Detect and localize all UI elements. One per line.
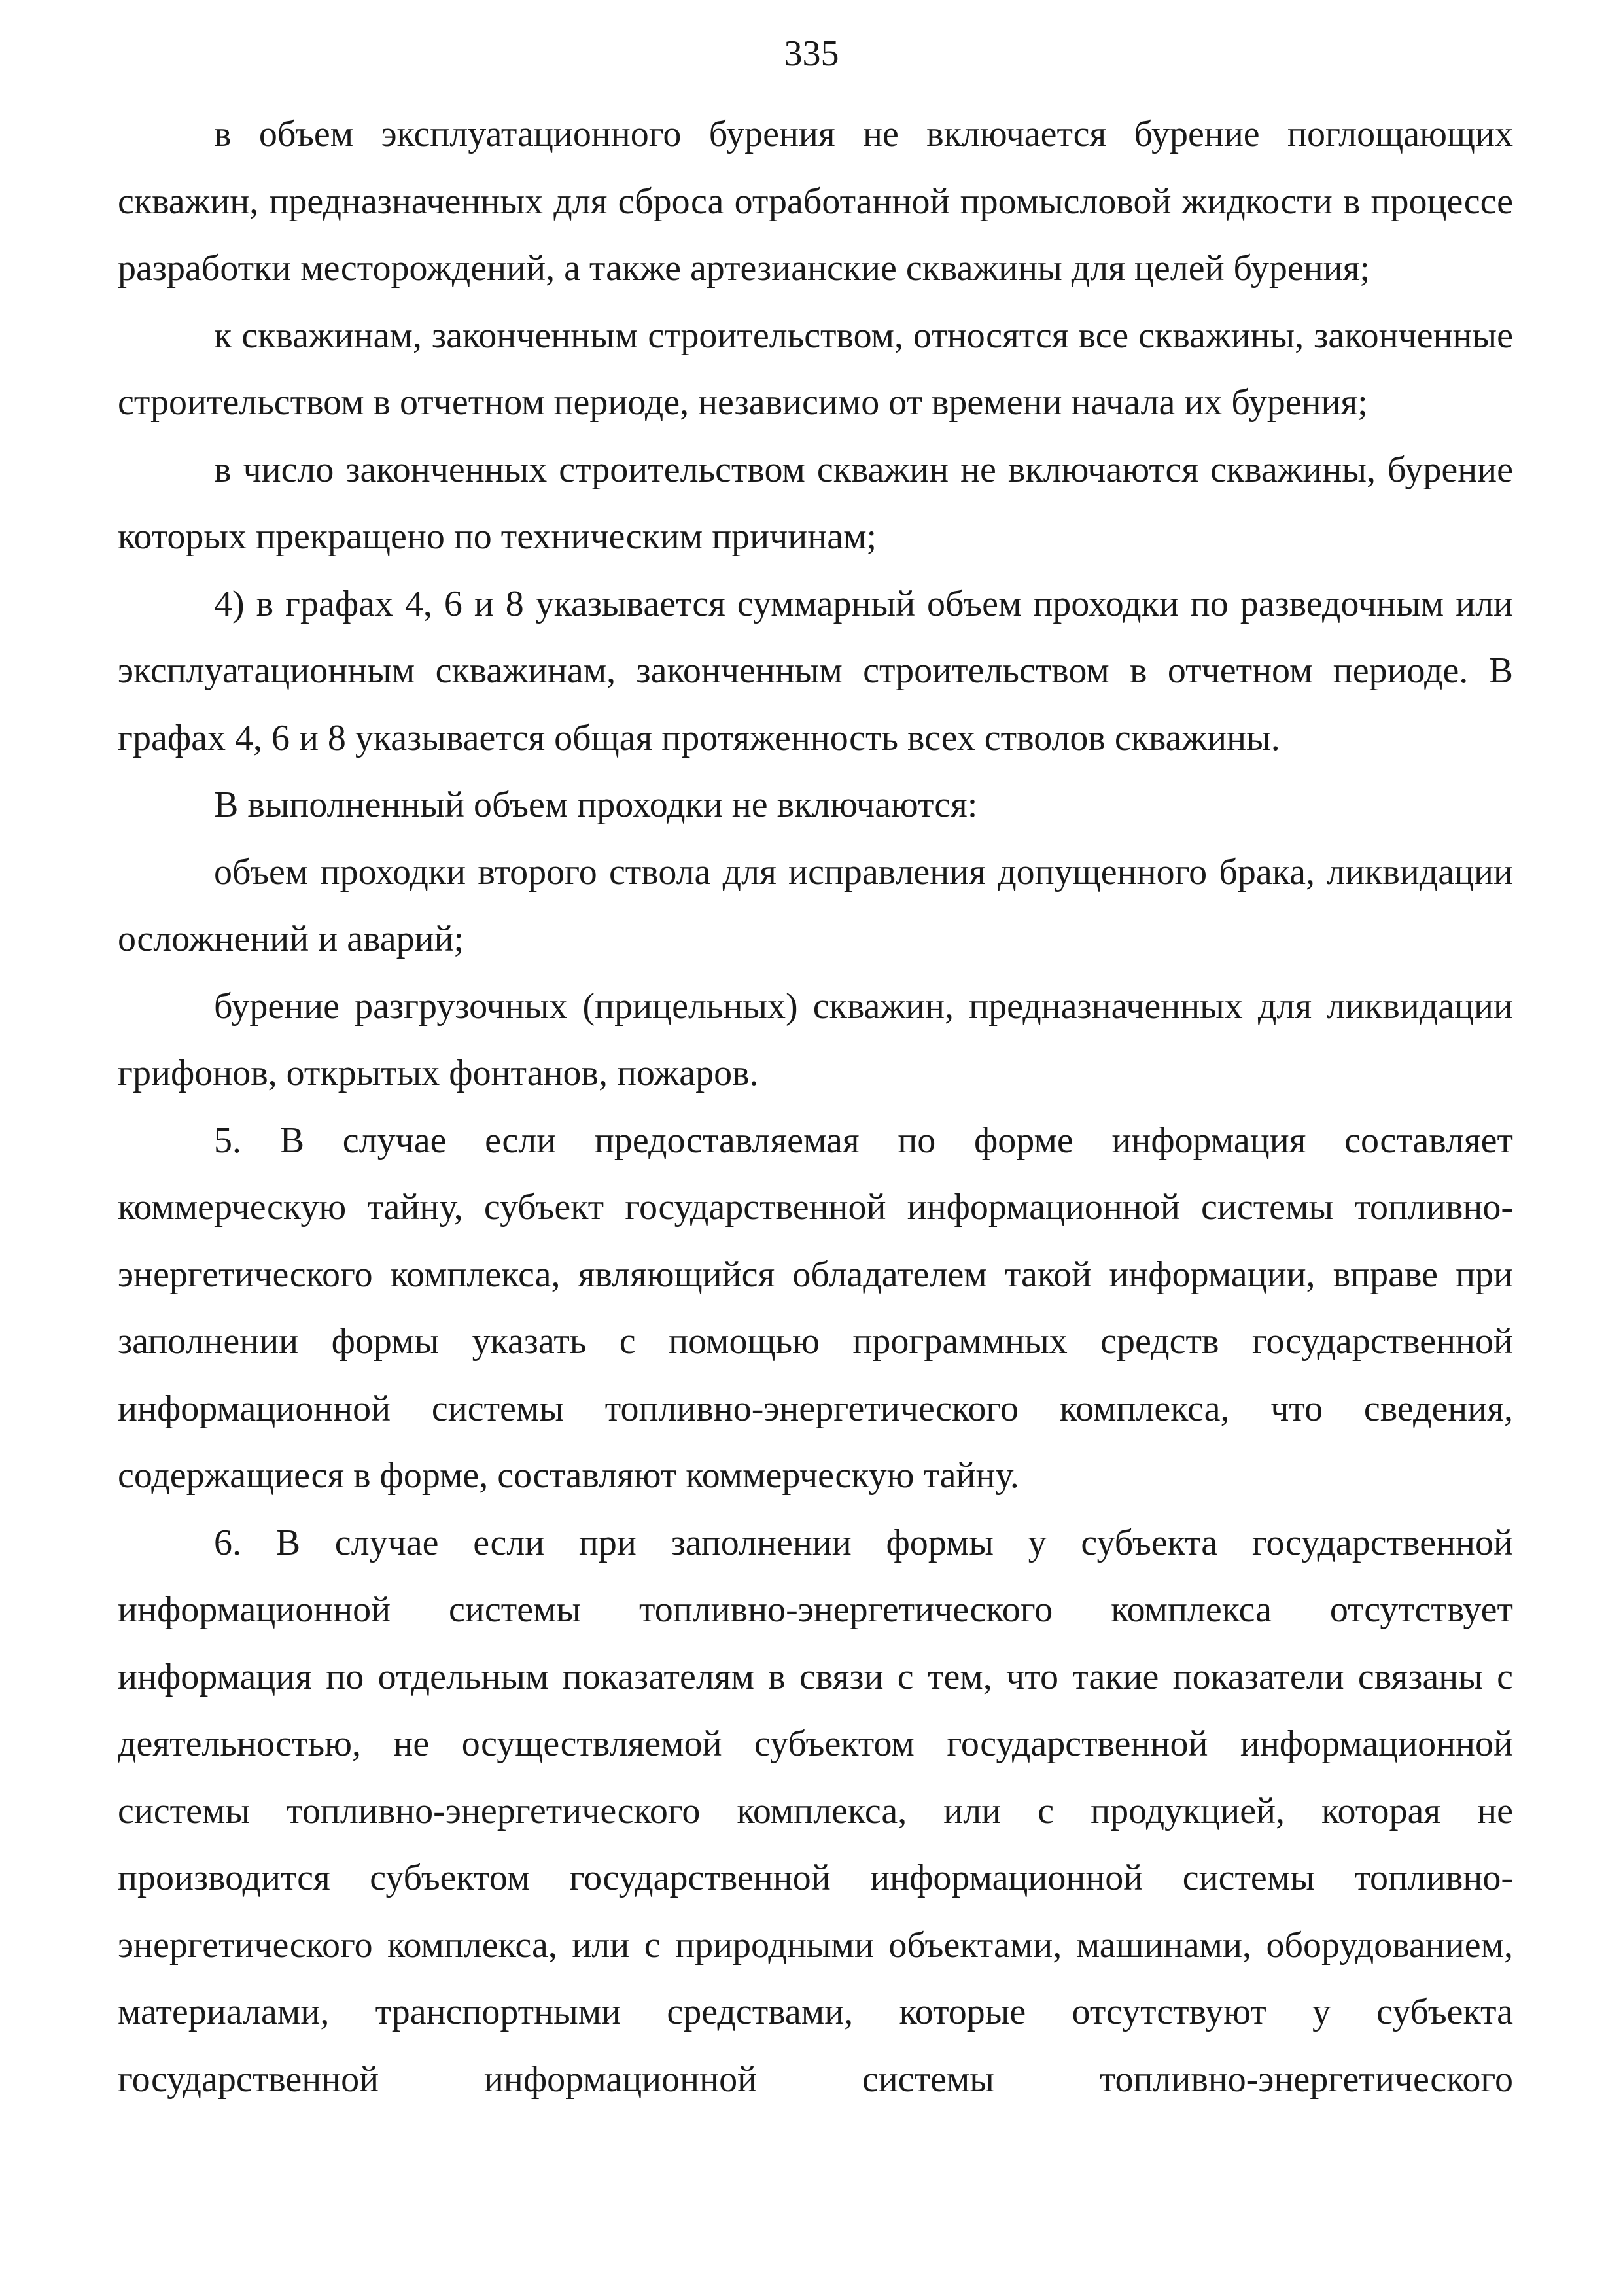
paragraph-excluded-volume-heading: В выполненный объем проходки не включаются: xyxy=(214,785,978,825)
paragraph-item-4: 4) в графах 4, 6 и 8 указывается суммарный объем проходки по разведочным или эксплуатационным скважинам, законченным строительством в отчетном периоде. В графах 4, 6 и 8 указывается общая протяженность всех стволов скважины. xyxy=(118,583,1513,758)
paragraph-item-6-missing-info: 6. В случае если при заполнении формы у субъекта государственной информационной системы топливно-энергетического комплекса отсутствует информация по отдельным показателям в связи с тем, что такие показатели связаны с деятельностью, не осуществляемой субъектом государственной информационной системы топливно-энергетического комплекса, или с продукцией, которая не производится субъектом государственной информационной системы топливно-энергетического комплекса, или с природными объектами, машинами, оборудованием, материалами, транспортными средствами, которые отсутствуют у субъекта государственной информационной системы топливно-энергетического xyxy=(118,1522,1513,2100)
paragraph-exploitation-drilling: в объем эксплуатационного бурения не включается бурение поглощающих скважин, предназначенных для сброса отработанной промысловой жидкости в процессе разработки месторождений, а также артезианские скважины для целей бурения; xyxy=(118,114,1513,289)
page-number: 335 xyxy=(784,33,839,74)
paragraph-relief-wells: бурение разгрузочных (прицельных) скважин, предназначенных для ликвидации грифонов, открытых фонтанов, пожаров. xyxy=(118,985,1513,1093)
paragraph-item-5-trade-secret: 5. В случае если предоставляемая по форме информация составляет коммерческую тайну, субъект государственной информационной системы топливно-энергетического комплекса, являющийся обладателем такой информации, вправе при заполнении формы указать с помощью программных средств государственной информационной системы топливно-энергетического комплекса, что сведения, содержащиеся в форме, составляют коммерческую тайну. xyxy=(118,1120,1513,1496)
paragraph-excluded-wells: в число законченных строительством скважин не включаются скважины, бурение которых прекращено по техническим причинам; xyxy=(118,449,1513,557)
paragraph-completed-wells: к скважинам, законченным строительством, относятся все скважины, законченные строительством в отчетном периоде, независимо от времени начала их бурения; xyxy=(118,315,1513,423)
paragraph-second-bore: объем проходки второго ствола для исправления допущенного брака, ликвидации осложнений и аварий; xyxy=(118,851,1513,959)
document-body xyxy=(118,101,1513,2113)
